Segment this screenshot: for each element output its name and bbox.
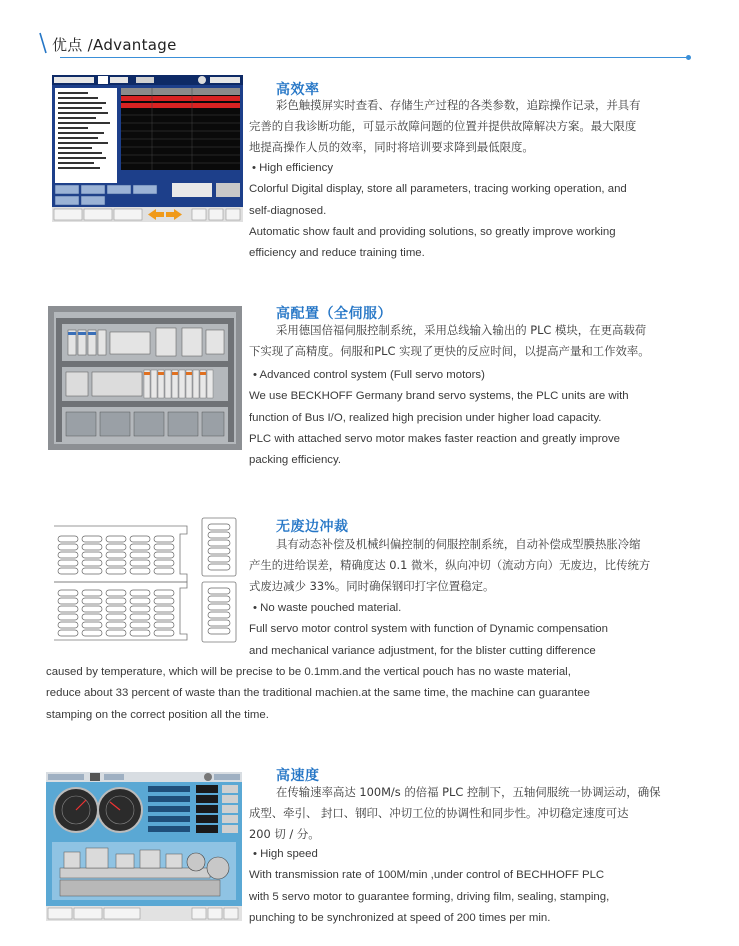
text-line: caused by temperature, which will be precise to be 0.1mm.and the vertical pouch has no waste material, — [46, 666, 571, 678]
blister-cavity — [130, 568, 150, 574]
section-efficiency-en — [249, 158, 693, 264]
header-slash-icon — [39, 32, 47, 54]
blister-cavity — [58, 622, 78, 628]
blister-cavity — [130, 614, 150, 620]
blister-cavity — [58, 590, 78, 596]
blister-cavity — [58, 606, 78, 612]
blister-cavity — [130, 598, 150, 604]
blister-cavity — [208, 596, 230, 602]
blister-cavity — [130, 590, 150, 596]
text-line: self-diagnosed. — [249, 204, 327, 217]
text-line: We use BECKHOFF Germany brand servo systems, the PLC units are with — [249, 390, 629, 403]
section-efficiency-cn-cont — [249, 116, 693, 159]
blister-cavity — [208, 564, 230, 570]
blister-cavity — [106, 630, 126, 636]
text-line: punching to be synchronized at speed of 200 times per min. — [249, 911, 551, 924]
section-efficiency-cn — [276, 95, 693, 116]
text-line: and mechanical variance adjustment, for the blister cutting difference — [249, 644, 596, 657]
blister-cavity — [154, 560, 174, 566]
bullet-heading: • Advanced control system (Full servo motors) — [253, 369, 485, 381]
blister-cavity — [82, 622, 102, 628]
blister-cavity — [106, 544, 126, 550]
blister-cavity — [208, 556, 230, 562]
blister-cavity — [58, 552, 78, 558]
bullet-heading: • High speed — [253, 848, 318, 860]
page-title: 优点 /Advantage — [52, 36, 177, 54]
blister-cavity — [130, 544, 150, 550]
blister-cavity — [208, 532, 230, 538]
blister-cavity — [208, 540, 230, 546]
blister-cavity — [82, 630, 102, 636]
control-cabinet-image — [48, 306, 242, 450]
text-line: 下实现了高精度。伺服和PLC 实现了更快的反应时间，以提高产量和工作效率。 — [249, 344, 650, 358]
blister-cavity — [58, 544, 78, 550]
blister-cavity — [106, 560, 126, 566]
blister-layout-diagram — [52, 516, 242, 644]
blister-cavity — [106, 590, 126, 596]
speed-hmi-image — [46, 772, 242, 921]
blister-cavity — [106, 622, 126, 628]
text-line: function of Bus I/O, realized high precision under higher load capacity. — [249, 411, 602, 424]
blister-cavity — [130, 606, 150, 612]
blister-cavity — [208, 588, 230, 594]
blister-cavity — [130, 560, 150, 566]
text-line: reduce about 33 percent of waste than the traditional machien.at the same time, the machine can guarantee — [46, 687, 590, 700]
section-config-en — [249, 365, 693, 471]
blister-cavity — [106, 552, 126, 558]
section-no-waste-cn-cont — [249, 555, 693, 598]
bullet-heading: • No waste pouched material. — [253, 602, 402, 614]
header-rule-dot — [686, 55, 691, 60]
text-line: 产生的进给误差，精确度达 0.1 微米，纵向冲切（流动方向）无废边，比传统方 — [249, 558, 651, 572]
section-no-waste-en — [249, 598, 693, 662]
blister-cavity — [130, 552, 150, 558]
blister-cavity — [58, 560, 78, 566]
header-rule — [60, 57, 690, 58]
blister-cavity — [154, 630, 174, 636]
text-line: Colorful Digital display, store all parameters, tracing working operation, and — [249, 183, 627, 196]
text-line: Automatic show fault and providing solutions, so greatly improve working — [249, 225, 616, 238]
blister-cavity — [58, 598, 78, 604]
blister-cavity — [82, 552, 102, 558]
text-line: 式废边减少 33%。同时确保钢印打字位置稳定。 — [249, 579, 495, 594]
blister-cavity — [82, 560, 102, 566]
text-line: 成型、牵引、 封口、钢印、冲切工位的协调性和同步性。冲切稳定速度可达 — [249, 806, 629, 820]
blister-cavity — [106, 614, 126, 620]
text-line: 在传输速率高达 100M/s 的倍福 PLC 控制下，五轴伺服统一协调运动，确保 — [276, 785, 661, 799]
blister-cavity — [154, 552, 174, 558]
text-line: PLC with attached servo motor makes faster reaction and greatly improve — [249, 432, 620, 445]
blister-cavity — [82, 568, 102, 574]
text-line: with 5 servo motor to guarantee forming, driving film, sealing, stamping, — [249, 890, 610, 903]
blister-cavity — [154, 590, 174, 596]
bullet-heading: • High efficiency — [252, 162, 334, 174]
blister-cavity — [154, 568, 174, 574]
blister-cavity — [82, 536, 102, 542]
blister-cavity — [58, 536, 78, 542]
blister-cavity — [130, 622, 150, 628]
blister-cavity — [208, 524, 230, 530]
blister-cavity — [82, 614, 102, 620]
blister-cavity — [208, 620, 230, 626]
section-speed-en — [249, 844, 693, 929]
text-line: With transmission rate of 100M/min ,under control of BECHHOFF PLC — [249, 869, 605, 882]
blister-cavity — [208, 612, 230, 618]
text-line: 采用德国倍福伺服控制系统，采用总线输入输出的 PLC 模块，在更高载荷 — [276, 323, 647, 337]
blister-cavity — [208, 604, 230, 610]
section-config-cn — [276, 320, 693, 341]
section-speed-cn-cont — [249, 803, 693, 846]
section-no-waste-cn — [276, 534, 693, 555]
text-line: efficiency and reduce training time. — [249, 247, 425, 260]
blister-cavity — [208, 548, 230, 554]
section-config-cn-cont — [249, 341, 693, 362]
blister-cavity — [154, 614, 174, 620]
section-title-efficiency: 高效率 — [276, 82, 320, 98]
section-title-speed: 高速度 — [276, 768, 320, 784]
section-no-waste-en-wide — [46, 662, 694, 726]
blister-cavity — [58, 630, 78, 636]
section-speed-cn — [276, 782, 693, 803]
section-title-no-waste: 无废边冲裁 — [276, 519, 349, 535]
text-line: 具有动态补偿及机械纠偏控制的伺服控制系统，自动补偿成型膜热胀冷缩 — [276, 537, 641, 551]
blister-cavity — [106, 598, 126, 604]
text-line: stamping on the correct position all the time. — [46, 708, 269, 721]
blister-cavity — [106, 568, 126, 574]
blister-cavity — [58, 568, 78, 574]
blister-cavity — [154, 606, 174, 612]
text-line: 200 切 / 分。 — [249, 827, 320, 842]
blister-cavity — [208, 628, 230, 634]
text-line: 地提高操作人员的效率，同时将培训要求降到最低限度。 — [249, 140, 534, 155]
blister-cavity — [82, 598, 102, 604]
blister-cavity — [82, 544, 102, 550]
blister-cavity — [106, 536, 126, 542]
blister-cavity — [130, 536, 150, 542]
blister-cavity — [58, 614, 78, 620]
text-line: 彩色触摸屏实时查看、存储生产过程的各类参数，追踪操作记录，并具有 — [276, 98, 641, 112]
text-line: packing efficiency. — [249, 454, 342, 467]
blister-cavity — [106, 606, 126, 612]
blister-cavity — [154, 536, 174, 542]
blister-cavity — [130, 630, 150, 636]
hmi-screen-image — [52, 75, 243, 222]
text-line: 完善的自我诊断功能，可显示故障问题的位置并提供故障解决方案。最大限度 — [249, 119, 637, 133]
blister-cavity — [82, 590, 102, 596]
blister-cavity — [154, 598, 174, 604]
text-line: Full servo motor control system with function of Dynamic compensation — [249, 623, 608, 636]
section-title-config: 高配置（全伺服） — [276, 306, 392, 322]
blister-cavity — [82, 606, 102, 612]
blister-cavity — [154, 622, 174, 628]
blister-cavity — [154, 544, 174, 550]
